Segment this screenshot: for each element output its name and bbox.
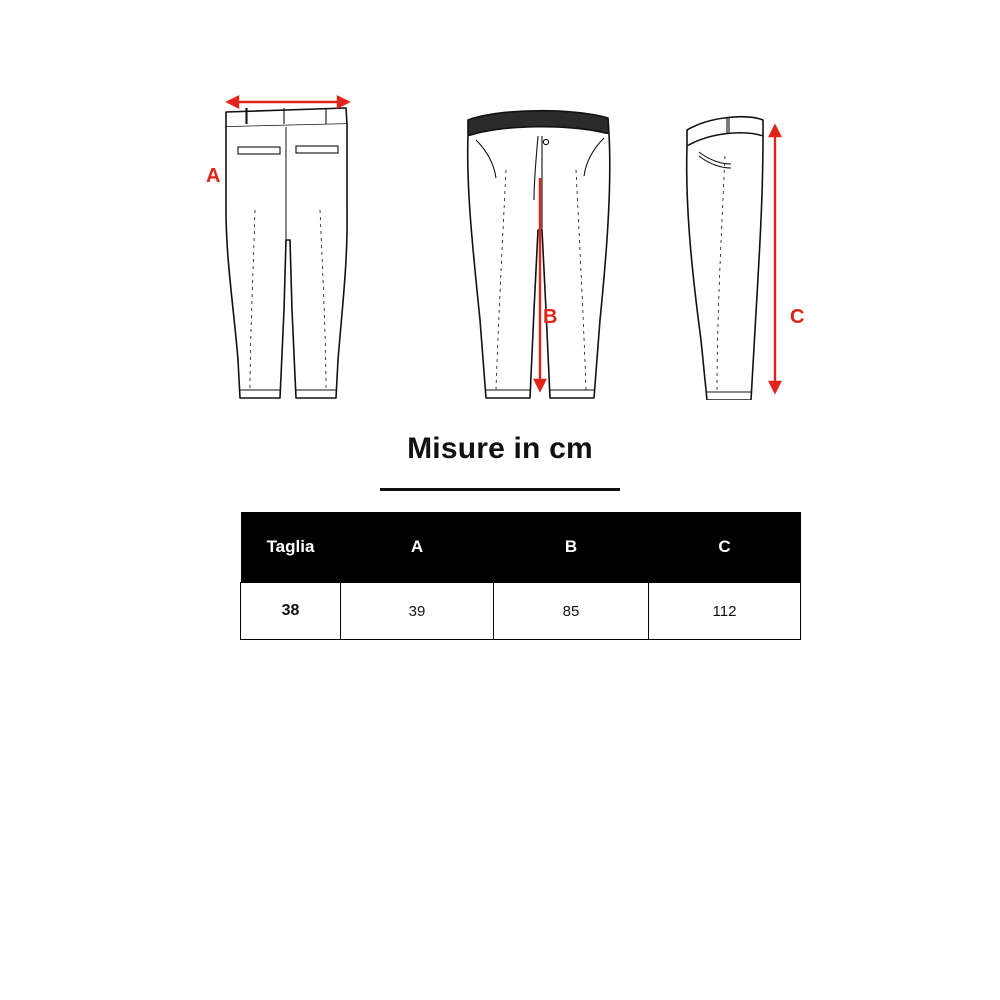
cell-a: 39 — [341, 583, 494, 640]
back-view — [180, 60, 410, 400]
garment-diagrams — [0, 60, 1000, 420]
size-table — [240, 512, 801, 640]
back-view-illustration — [180, 60, 410, 400]
table-row — [241, 583, 801, 640]
front-view — [430, 60, 660, 400]
table-header-row — [241, 512, 801, 583]
dimension-label-c: C — [790, 306, 805, 328]
column-header-taglia: Taglia — [241, 512, 341, 583]
column-header-c: C — [649, 512, 801, 583]
cell-taglia: 38 — [241, 583, 341, 640]
side-view-illustration — [665, 60, 855, 400]
dimension-label-b: B — [543, 306, 558, 328]
column-header-a: A — [341, 512, 494, 583]
cell-c: 112 — [649, 583, 801, 640]
dimension-label-a: A — [206, 165, 221, 187]
side-view — [665, 60, 855, 400]
title-block — [0, 432, 1000, 491]
column-header-b: B — [494, 512, 649, 583]
page-title: Misure in cm — [407, 432, 593, 465]
front-view-illustration — [430, 60, 660, 400]
title-divider — [380, 488, 620, 491]
cell-b: 85 — [494, 583, 649, 640]
